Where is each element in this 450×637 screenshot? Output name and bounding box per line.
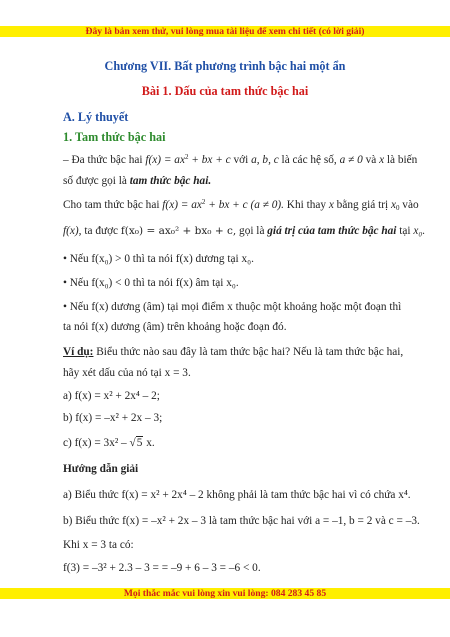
lesson-title: Bài 1. Dấu của tam thức bậc hai [141, 84, 309, 98]
solution-f3-line: f(3) = –3² + 2.3 – 3 = = –9 + 6 – 3 = –6 < 0. [63, 562, 261, 574]
solution-item-b: b) Biểu thức f(x) = –x² + 2x – 3 là tam thức bậc hai với a = –1, b = 2 và c = –3. [63, 515, 420, 527]
definition-line-1: – Đa thức bậc hai $f(x) = ax^2$ + bx + c với a, b, c là các hệ số, a ≠ 0 và x là biến [63, 153, 418, 166]
section-1-heading: 1. Tam thức bậc hai [63, 130, 166, 144]
solution-khi-line: Khi x = 3 ta có: [63, 539, 134, 551]
example-line-2: hãy xét dấu của nó tại x = 3. [63, 367, 191, 379]
bullet-positive: • Nếu f(x₀) > 0 thì ta nói f(x) dương tại x₀. [63, 253, 254, 265]
definition-line-2: số được gọi là tam thức bậc hai. [63, 175, 212, 187]
value-line-1: Cho tam thức bậc hai $f(x) = ax^2$ + bx + c (a ≠ 0). Khi thay x bằng giá trị $x_0$ vào [63, 198, 419, 212]
contact-banner: Mọi thắc mắc vui lòng xin vui lòng: 084 283 45 85 [0, 588, 450, 599]
bullet-interval-line-2: ta nói f(x) dương (âm) trên khoảng hoặc đoạn đó. [63, 321, 287, 333]
bullet-interval-line-1: • Nếu f(x) dương (âm) tại mọi điểm x thuộc một khoảng hoặc một đoạn thì [63, 301, 402, 313]
chapter-title: Chương VII. Bất phương trình bậc hai một ẩn [104, 59, 346, 73]
sqrt-symbol: √5 [129, 437, 143, 449]
solution-item-a: a) Biểu thức f(x) = x² + 2x⁴ – 2 không phải là tam thức bậc hai vì có chứa x⁴. [63, 489, 411, 501]
example-item-a: a) f(x) = x² + 2x⁴ – 2; [63, 390, 160, 402]
example-label: Ví dụ: [63, 346, 94, 358]
solution-heading: Hướng dẫn giải [63, 463, 139, 475]
value-formula: f(x₀) = ax₀² + bx₀ + c, [120, 225, 237, 237]
value-line-2: f(x), ta được f(x₀) = ax₀² + bx₀ + c, gọi là giá trị của tam thức bậc hai tại x₀. [63, 225, 426, 237]
example-line-1: Ví dụ: Biểu thức nào sau đây là tam thức bậc hai? Nếu là tam thức bậc hai, [63, 346, 404, 358]
section-a-heading: A. Lý thuyết [63, 110, 129, 124]
example-item-c: c) f(x) = 3x² – √5 x. [63, 437, 155, 449]
preview-banner: Đây là bản xem thử, vui lòng mua tài liệu để xem chi tiết (có lời giải) [0, 26, 450, 37]
bullet-negative: • Nếu f(x₀) < 0 thì ta nói f(x) âm tại x₀. [63, 277, 239, 289]
example-item-b: b) f(x) = –x² + 2x – 3; [63, 412, 163, 424]
